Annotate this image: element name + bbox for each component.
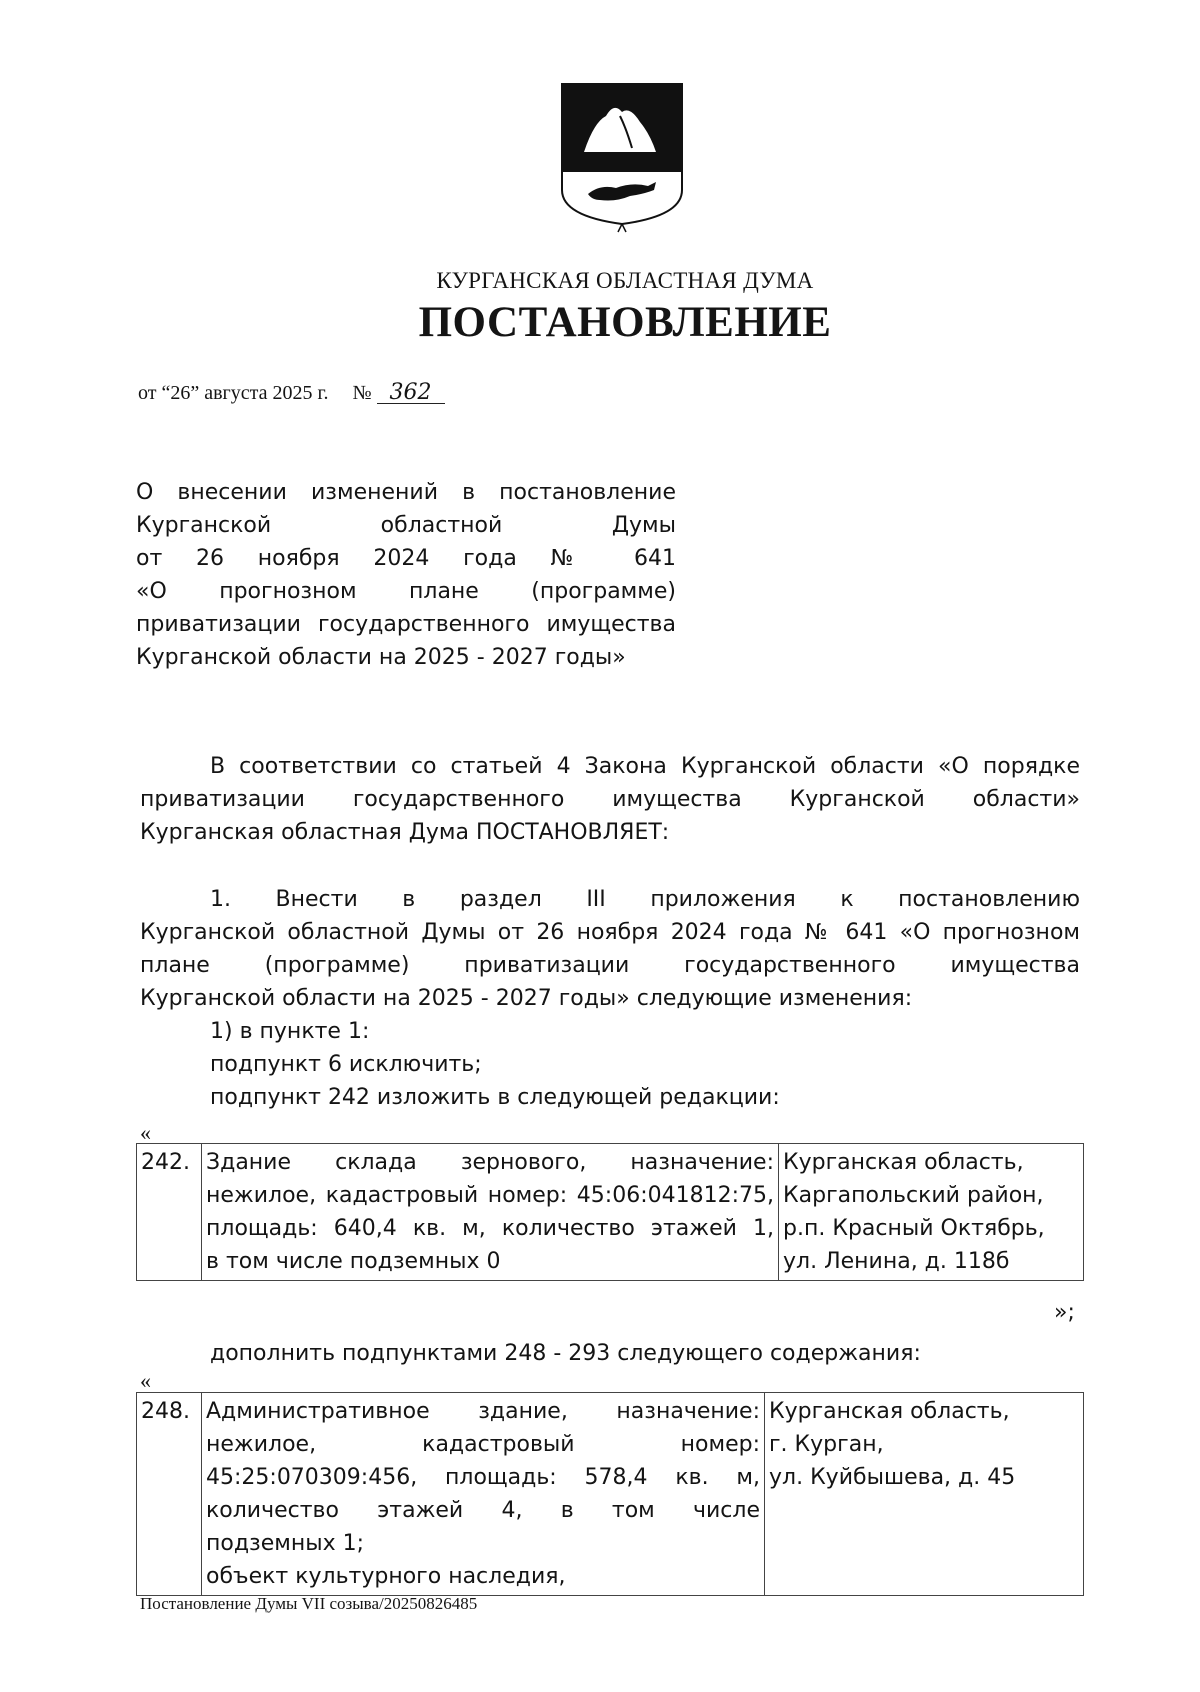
item-number: 248. <box>137 1393 202 1596</box>
address-line: ул. Ленина, д. 118б <box>783 1249 1010 1274</box>
subject-line: от 26 ноября 2024 года № 641 <box>136 546 676 571</box>
kurgan-region-coat-of-arms-icon <box>560 82 684 234</box>
subject-line: Курганской области на 2025 - 2027 годы» <box>136 645 626 670</box>
description-line: в том числе подземных 0 <box>206 1249 501 1274</box>
preamble-paragraph <box>140 750 1080 849</box>
description-line: Административное здание, назначение: <box>206 1399 760 1424</box>
clause-line: плане (программе) приватизации государственного имущества <box>140 953 1080 978</box>
clause-subline: подпункт 6 исключить; <box>210 1052 482 1077</box>
addition-line: дополнить подпунктами 248 - 293 следующего содержания: <box>210 1341 921 1366</box>
address-line: ул. Куйбышева, д. 45 <box>769 1465 1016 1490</box>
description-line: подземных 1; <box>206 1531 365 1556</box>
description-line: нежилое, кадастровый номер: 45:06:041812:75, <box>206 1183 774 1208</box>
document-type: ПОСТАНОВЛЕНИЕ <box>418 299 832 346</box>
address-line: г. Курган, <box>769 1432 884 1457</box>
description-line: количество этажей 4, в том числе <box>206 1498 760 1523</box>
authority-name: КУРГАНСКАЯ ОБЛАСТНАЯ ДУМА <box>436 268 814 293</box>
clause-subline: 1) в пункте 1: <box>210 1019 370 1044</box>
table-row <box>137 1393 1084 1596</box>
opening-quote: « <box>140 1120 151 1145</box>
description-line: площадь: 640,4 кв. м, количество этажей 1, <box>206 1216 774 1241</box>
addition-paragraph <box>140 1337 1080 1370</box>
document-number: 362 <box>377 383 445 404</box>
item-description <box>202 1144 779 1281</box>
preamble-line: Курганская областная Дума ПОСТАНОВЛЯЕТ: <box>140 820 670 845</box>
item-242-table <box>136 1143 1084 1281</box>
subject-line: приватизации государственного имущества <box>136 612 676 637</box>
document-subject <box>136 476 676 674</box>
item-address <box>779 1144 1084 1281</box>
item-address <box>765 1393 1084 1596</box>
preamble-line: приватизации государственного имущества Курганской области» <box>140 787 1080 812</box>
subject-line: Курганской областной Думы <box>136 513 676 538</box>
subject-line: «О прогнозном плане (программе) <box>136 579 676 604</box>
clause-line: 1. Внести в раздел III приложения к постановлению <box>210 887 1080 912</box>
address-line: Курганская область, <box>769 1399 1010 1424</box>
subject-line: О внесении изменений в постановление <box>136 480 676 505</box>
preamble-line: В соответствии со статьей 4 Закона Курганской области «О порядке <box>210 754 1080 779</box>
item-description <box>202 1393 765 1596</box>
address-line: р.п. Красный Октябрь, <box>783 1216 1045 1241</box>
item-number: 242. <box>137 1144 202 1281</box>
description-line: Здание склада зернового, назначение: <box>206 1150 774 1175</box>
opening-quote: « <box>140 1368 151 1393</box>
description-line: нежилое, кадастровый номер: <box>206 1432 760 1457</box>
description-line: объект культурного наследия, <box>206 1564 566 1589</box>
clause-line: Курганской области на 2025 - 2027 годы» следующие изменения: <box>140 986 913 1011</box>
clause-subline: подпункт 242 изложить в следующей редакции: <box>210 1085 780 1110</box>
closing-quote: »; <box>1054 1300 1075 1325</box>
address-line: Курганская область, <box>783 1150 1024 1175</box>
table-row <box>137 1144 1084 1281</box>
document-date: от “26” августа 2025 г. <box>138 382 329 404</box>
clause-1-paragraph <box>140 883 1080 1114</box>
number-prefix: № <box>352 382 372 404</box>
item-248-table <box>136 1392 1084 1596</box>
document-footer: Постановление Думы VII созыва/20250826485 <box>140 1594 478 1613</box>
address-line: Каргапольский район, <box>783 1183 1044 1208</box>
description-line: 45:25:070309:456, площадь: 578,4 кв. м, <box>206 1465 760 1490</box>
date-number-line <box>138 382 445 405</box>
clause-line: Курганской областной Думы от 26 ноября 2024 года № 641 «О прогнозном <box>140 920 1080 945</box>
